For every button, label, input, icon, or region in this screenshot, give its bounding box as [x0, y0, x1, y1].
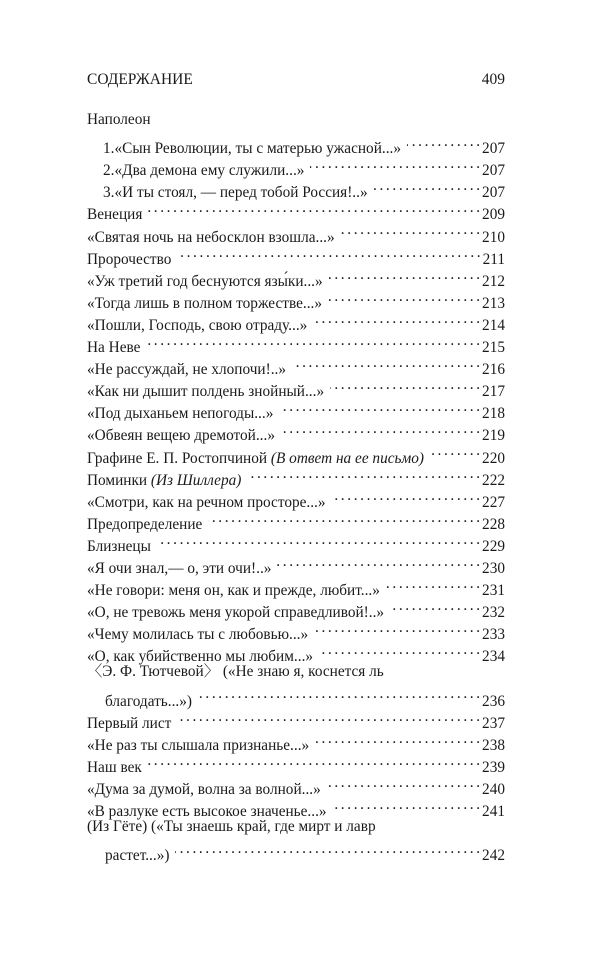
- dot-leader: [329, 264, 480, 286]
- entry-page: 213: [482, 294, 505, 312]
- entry-number: 2.: [103, 162, 115, 180]
- toc-entry[interactable]: [87, 661, 505, 683]
- dot-leader: [208, 507, 480, 529]
- entry-title-text: На Неве: [87, 339, 141, 357]
- entry-title-text: «Как ни дышит полдень знойный...»: [87, 383, 325, 401]
- entry-page: 215: [482, 339, 505, 357]
- dot-leader: [157, 529, 480, 551]
- toc-entry[interactable]: [87, 352, 505, 379]
- entry-page: 233: [482, 626, 505, 644]
- entry-title-text: «Тогда лишь в полном торжестве...»: [87, 294, 322, 312]
- entry-title-continuation: благодать...»): [105, 692, 192, 710]
- entry-title-text: «О, не тревожь меня укорой справедливой!..»: [87, 604, 385, 622]
- entry-number: 3.: [103, 184, 115, 202]
- running-header: [87, 71, 505, 89]
- entry-title-text: «Два демона ему служили...»: [114, 162, 305, 180]
- entry-title-text: «Под дыханьем непогоды...»: [87, 405, 274, 423]
- entry-page: 207: [482, 184, 505, 202]
- entry-title: [87, 249, 171, 271]
- toc-entry[interactable]: [87, 772, 505, 798]
- entry-title: [87, 403, 273, 425]
- entry-title-text: «И ты стоял, — перед тобой Россия!..»: [114, 184, 368, 202]
- entry-page: 220: [482, 449, 505, 467]
- dot-leader: [374, 175, 480, 197]
- entry-page: 207: [482, 140, 505, 158]
- entry-title-text: «О, как убийственно мы любим...»: [87, 648, 314, 666]
- entry-number: 1.: [103, 140, 115, 158]
- entry-title-text: Первый лист: [87, 714, 172, 732]
- entry-page: 232: [482, 604, 505, 622]
- entry-title-text: 〈Э. Ф. Тютчевой〉 («Не знаю я, коснется ль: [87, 663, 384, 681]
- entry-title-text: Венеция: [87, 206, 143, 224]
- entry-title: [87, 624, 308, 646]
- entry-title-text: Наш век: [87, 758, 142, 776]
- entry-subtitle: (В ответ на ее письмо): [270, 449, 424, 467]
- dot-leader: [177, 242, 480, 264]
- entry-title: [87, 359, 286, 381]
- entry-title-text: «Сын Революции, ты с матерью ужасной...»: [114, 140, 402, 158]
- entry-title: [87, 816, 376, 838]
- dot-leader: [148, 197, 480, 219]
- entry-page: 209: [482, 206, 505, 224]
- entry-page: 219: [482, 427, 505, 445]
- entry-title-text: Поминки: [87, 471, 151, 489]
- entry-title-text: «Святая ночь на небосклон взошла...»: [87, 228, 335, 246]
- toc-entry[interactable]: [87, 197, 505, 224]
- dot-leader: [279, 396, 480, 418]
- dot-leader: [386, 573, 480, 595]
- entry-title: [87, 779, 321, 801]
- entry-title-text: «Смотри, как на речном просторе...»: [87, 493, 326, 511]
- entry-page: 234: [482, 648, 505, 666]
- entry-title-text: Пророчество: [87, 250, 172, 268]
- table-of-contents: [87, 109, 505, 865]
- entry-title-text: «Не раз ты слышала признанье...»: [87, 736, 310, 754]
- dot-leader: [315, 728, 480, 750]
- entry-title: [87, 470, 241, 492]
- entry-title-text: «Чему молилась ты с любовью...»: [87, 626, 309, 644]
- entry-page: 237: [482, 714, 505, 732]
- entry-title: [87, 293, 322, 315]
- page-number: 409: [481, 71, 505, 88]
- entry-page: 229: [482, 537, 505, 555]
- entry-title-text: «Обвеян вещею дремотой...»: [87, 427, 275, 445]
- entry-page: 211: [482, 250, 505, 268]
- entry-page: 239: [482, 758, 505, 776]
- dot-leader: [341, 219, 480, 241]
- entry-title: [87, 558, 271, 580]
- entry-title: [87, 713, 171, 735]
- dot-leader: [390, 595, 480, 617]
- entry-title-text: «Уж третий год беснуются язы́ки...»: [87, 272, 323, 290]
- entry-title-text: Наполеон: [87, 111, 151, 128]
- toc-entry[interactable]: [87, 750, 505, 776]
- entry-title: [87, 425, 275, 447]
- entry-title-text: (Из Гёте) («Ты знаешь край, где мирт и лавр: [87, 818, 376, 835]
- toc-entry[interactable]: [87, 330, 505, 357]
- dot-leader: [327, 772, 480, 794]
- entry-title-text: «В разлуке есть высокое значенье...»: [87, 803, 327, 820]
- dot-leader: [175, 838, 480, 860]
- dot-leader: [333, 794, 480, 816]
- entry-title-text: «Не рассуждай, не хлопочи!..»: [87, 361, 286, 379]
- toc-entry[interactable]: [87, 683, 505, 710]
- entry-page: 212: [482, 272, 505, 290]
- entry-title-text: «Дума за думой, волна за волной...»: [87, 780, 321, 798]
- entry-page: 242: [482, 847, 505, 865]
- entry-page: 222: [482, 471, 505, 489]
- entry-title-text: «Я очи знал,— о, эти очи!..»: [87, 559, 272, 577]
- entry-page: 240: [482, 780, 505, 798]
- dot-leader: [198, 683, 480, 705]
- dot-leader: [177, 706, 480, 728]
- dot-leader: [328, 286, 480, 308]
- dot-leader: [430, 440, 480, 462]
- entry-title-text: «Пошли, Господь, свою отраду...»: [87, 316, 308, 334]
- dot-leader: [330, 374, 480, 396]
- entry-title: [87, 337, 140, 359]
- dot-leader: [146, 330, 480, 352]
- entry-page: 227: [482, 493, 505, 511]
- entry-title: [87, 109, 151, 131]
- dot-leader: [313, 308, 480, 330]
- entry-page: 241: [482, 803, 505, 820]
- entry-title: [87, 580, 380, 602]
- dot-leader: [319, 639, 480, 661]
- entry-page: 214: [482, 316, 505, 334]
- toc-entry[interactable]: [87, 131, 505, 158]
- entry-page: 228: [482, 515, 505, 533]
- entry-title: [87, 757, 142, 779]
- dot-leader: [407, 131, 480, 153]
- dot-leader: [247, 463, 480, 485]
- entry-page: 218: [482, 405, 505, 423]
- entry-title: [114, 160, 304, 182]
- entry-page: 230: [482, 559, 505, 577]
- entry-title: [87, 661, 384, 683]
- dot-leader: [292, 352, 480, 374]
- entry-title-text: Близнецы: [87, 537, 151, 555]
- entry-title-continuation: растет...»): [105, 847, 170, 865]
- entry-page: 210: [482, 228, 505, 246]
- section-title: СОДЕРЖАНИЕ: [87, 71, 193, 88]
- entry-title: [87, 536, 151, 558]
- dot-leader: [277, 551, 480, 573]
- entry-page: 231: [482, 582, 505, 600]
- entry-subtitle: (Из Шиллера): [150, 471, 242, 489]
- entry-page: 236: [482, 692, 505, 710]
- dot-leader: [310, 153, 480, 175]
- entry-page: 216: [482, 361, 505, 379]
- toc-entry[interactable]: [87, 109, 505, 131]
- toc-entry[interactable]: [87, 219, 505, 246]
- dot-leader: [148, 750, 480, 772]
- entry-title-text: Предопределение: [87, 515, 203, 533]
- entry-page: 238: [482, 736, 505, 754]
- entry-title-text: «Не говори: меня он, как и прежде, любит...»: [87, 582, 380, 600]
- entry-title-text: Графине Е. П. Ростопчиной: [87, 449, 271, 467]
- toc-entry[interactable]: [87, 838, 505, 865]
- entry-title: [87, 204, 142, 226]
- dot-leader: [332, 485, 481, 507]
- dot-leader: [281, 418, 480, 440]
- entry-page: 207: [482, 162, 505, 180]
- entry-page: 217: [482, 383, 505, 401]
- dot-leader: [314, 617, 480, 639]
- entry-title: [87, 271, 323, 293]
- toc-entry[interactable]: [87, 816, 505, 838]
